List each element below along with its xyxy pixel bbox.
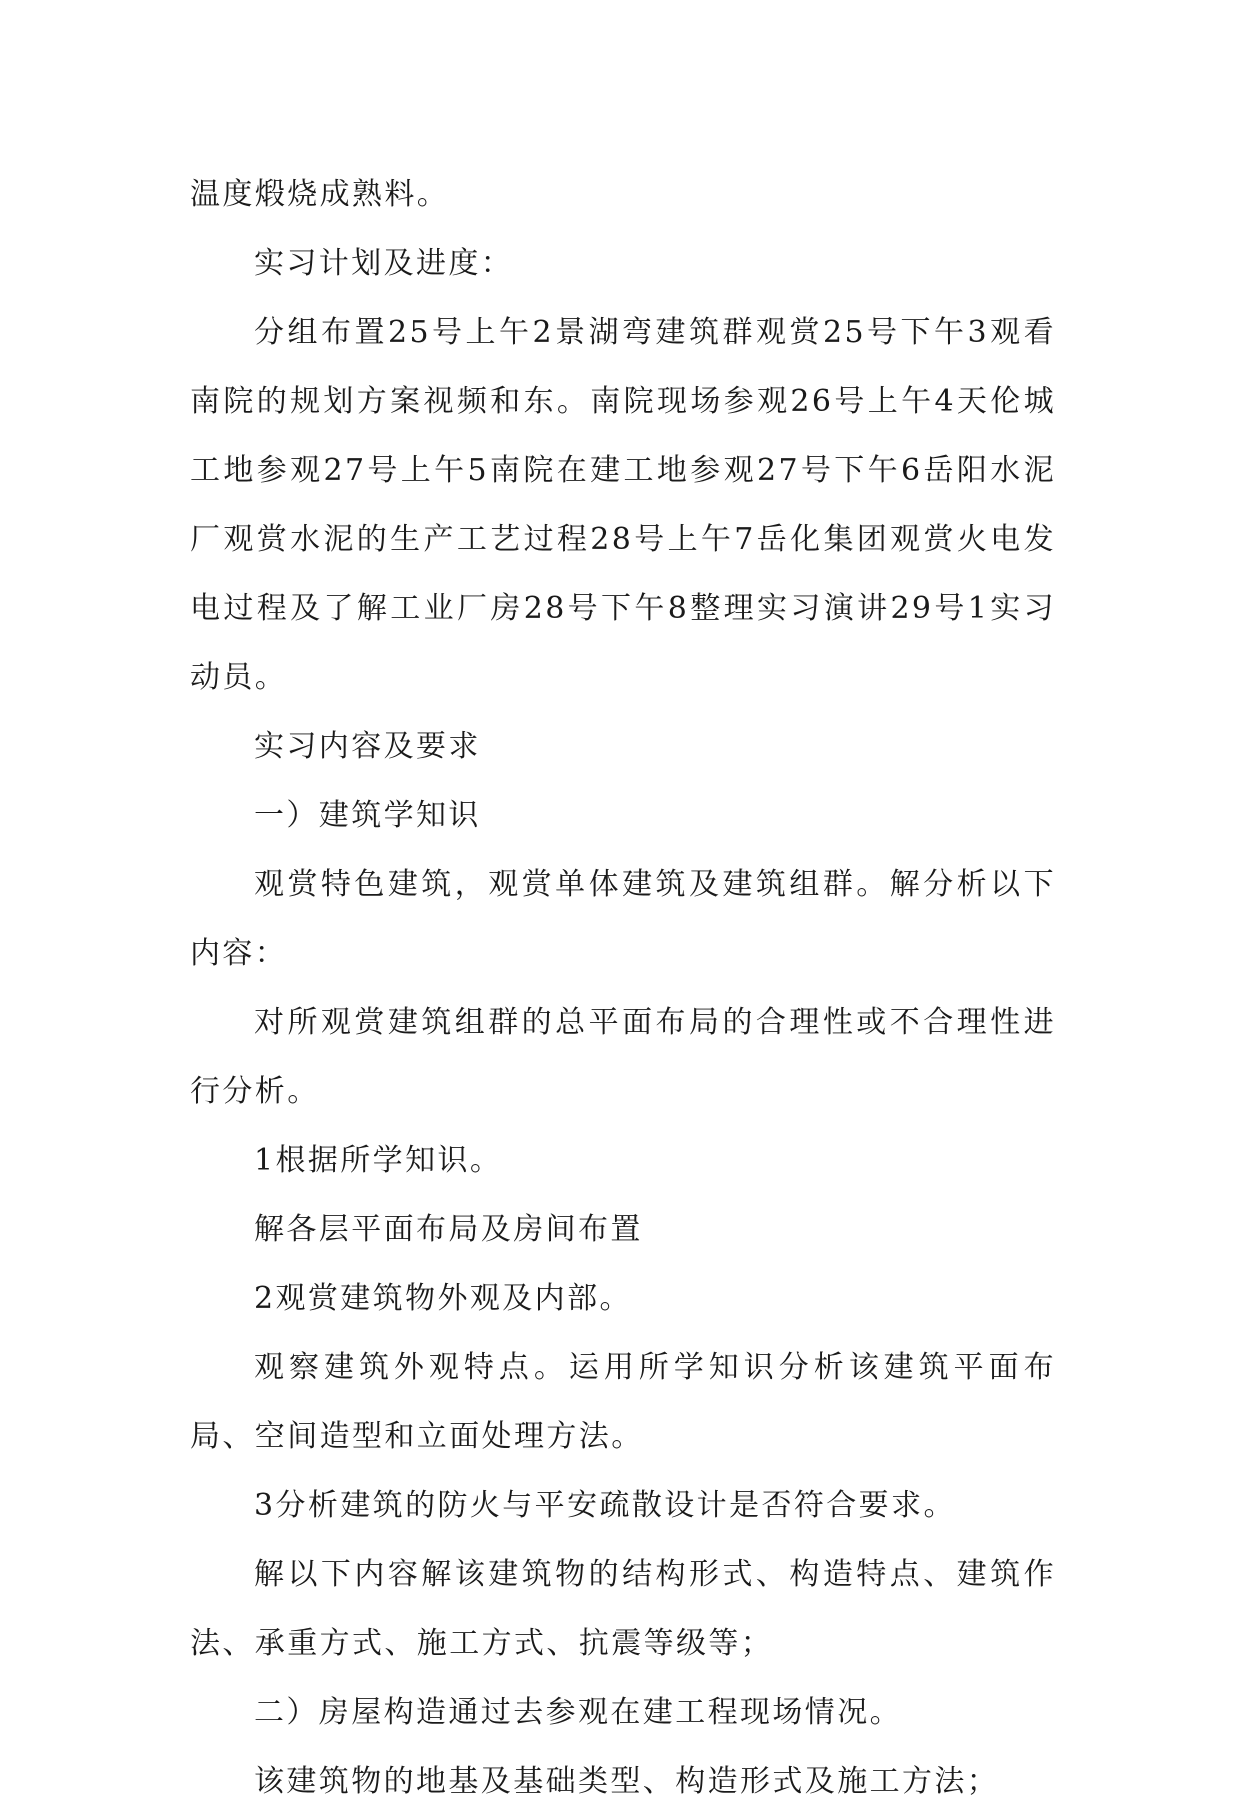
paragraph-15: 该建筑物的地基及基础类型、构造形式及施工方法； bbox=[254, 1764, 1000, 1799]
paragraph-3: 分组布置25号上午2景湖弯建筑群观赏25号下午3观看南院的规划方案视频和东。南院现场参观26号上午4天伦城工地参观27号上午5南院在建工地参观27号下午6岳阳水泥厂观赏水泥的生产工艺过程28号上午7岳化集团观赏火电发电过程及了解工业厂房28号下午8整理实习演讲29号1实习动员。 bbox=[190, 315, 1056, 695]
paragraph-14: 二）房屋构造通过去参观在建工程现场情况。 bbox=[254, 1695, 902, 1730]
paragraph-10: 2观赏建筑物外观及内部。 bbox=[254, 1281, 632, 1316]
paragraph-6: 观赏特色建筑，观赏单体建筑及建筑组群。解分析以下内容： bbox=[190, 867, 1056, 971]
paragraph-2: 实习计划及进度： bbox=[254, 246, 514, 281]
paragraph-7: 对所观赏建筑组群的总平面布局的合理性或不合理性进行分析。 bbox=[190, 1005, 1056, 1109]
paragraph-5: 一）建筑学知识 bbox=[254, 798, 481, 833]
paragraph-12: 3分析建筑的防火与平安疏散设计是否符合要求。 bbox=[254, 1488, 956, 1523]
document-body bbox=[190, 160, 1056, 1816]
paragraph-8: 1根据所学知识。 bbox=[254, 1143, 503, 1178]
paragraph-1: 温度煅烧成熟料。 bbox=[190, 177, 450, 212]
paragraph-9: 解各层平面布局及房间布置 bbox=[254, 1212, 643, 1247]
paragraph-11: 观察建筑外观特点。运用所学知识分析该建筑平面布局、空间造型和立面处理方法。 bbox=[190, 1350, 1056, 1454]
paragraph-4: 实习内容及要求 bbox=[254, 729, 481, 764]
paragraph-13: 解以下内容解该建筑物的结构形式、构造特点、建筑作法、承重方式、施工方式、抗震等级等； bbox=[190, 1557, 1056, 1661]
